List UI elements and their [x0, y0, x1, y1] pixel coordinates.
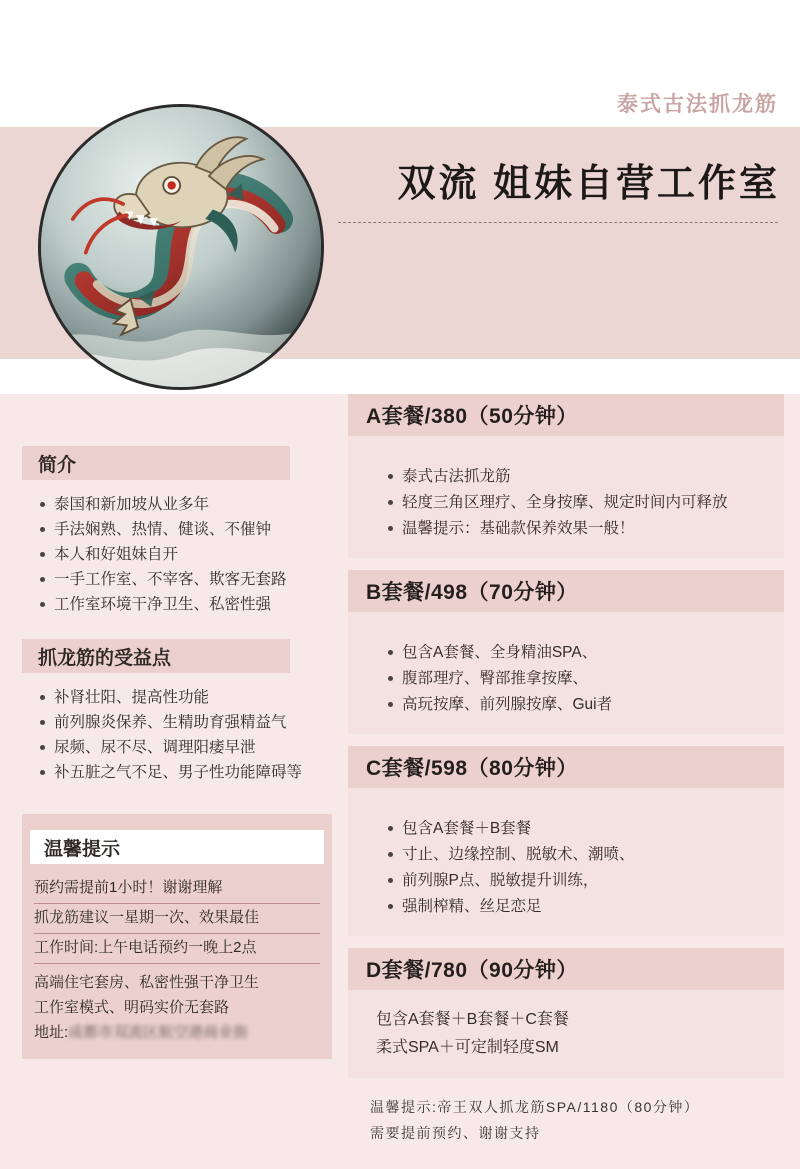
- list-item: 包含A套餐＋B套餐: [388, 816, 774, 842]
- package-title: B套餐/498（70分钟）: [348, 570, 784, 612]
- list-item: 高玩按摩、前列腺按摩、Gui者: [388, 692, 774, 718]
- tips-block-line: 工作室模式、明码实价无套路: [34, 999, 230, 1016]
- left-column: [22, 394, 332, 1041]
- package-line: 包含A套餐＋B套餐＋C套餐: [376, 1011, 569, 1028]
- address-row: [34, 1020, 248, 1045]
- list-item: 补五脏之气不足、男子性功能障碍等: [40, 760, 332, 785]
- list-item: 一手工作室、不宰客、欺客无套路: [40, 567, 332, 592]
- page-body: [0, 394, 800, 1169]
- package-title: C套餐/598（80分钟）: [348, 746, 784, 788]
- tips-line: 抓龙筋建议一星期一次、效果最佳: [34, 904, 320, 934]
- footnote-line-2: 需要提前预约、谢谢支持: [370, 1125, 541, 1141]
- list-item: 腹部理疗、臀部推拿按摩、: [388, 666, 774, 692]
- page-title: 双流 姐妹自营工作室: [397, 163, 780, 205]
- list-item: 寸止、边缘控制、脱敏术、潮喷、: [388, 842, 774, 868]
- package-title: D套餐/780（90分钟）: [348, 948, 784, 990]
- page-header: [0, 0, 800, 400]
- list-item: 包含A套餐、全身精油SPA、: [388, 640, 774, 666]
- package-body: [348, 990, 784, 1078]
- tips-lines: [34, 874, 320, 1045]
- list-item: 强制榨精、丝足恋足: [388, 894, 774, 920]
- right-column: [348, 394, 784, 1146]
- list-item: 本人和好姐妹自开: [40, 542, 332, 567]
- tips-block: [34, 970, 320, 1045]
- package-card-b: [348, 570, 784, 734]
- list-item: 工作室环境干净卫生、私密性强: [40, 592, 332, 617]
- address-blurred: 成都市双流区航空港商业街: [68, 1024, 249, 1041]
- title-divider: [338, 222, 778, 223]
- package-card-c: [348, 746, 784, 936]
- package-card-d: [348, 948, 784, 1078]
- list-item: 手法娴熟、热情、健谈、不催钟: [40, 517, 332, 542]
- package-card-a: [348, 394, 784, 558]
- brand-subtitle: 泰式古法抓龙筋: [617, 93, 778, 116]
- package-body: [348, 436, 784, 558]
- package-list: [370, 816, 774, 920]
- package-line: 柔式SPA＋可定制轻度SM: [376, 1039, 559, 1056]
- package-list: [370, 464, 774, 542]
- benefit-list: [22, 685, 332, 785]
- list-item: 轻度三角区理疗、全身按摩、规定时间内可释放: [388, 490, 774, 516]
- package-title: A套餐/380（50分钟）: [348, 394, 784, 436]
- footnote: [348, 1094, 784, 1146]
- tips-line: 预约需提前1小时！谢谢理解: [34, 874, 320, 904]
- benefit-heading: 抓龙筋的受益点: [22, 639, 290, 673]
- list-item: 尿频、尿不尽、调理阳痿早泄: [40, 735, 332, 760]
- address-label: 地址:: [34, 1024, 69, 1041]
- list-item: 泰国和新加坡从业多年: [40, 492, 332, 517]
- package-body: [348, 788, 784, 936]
- tips-line: 工作时间:上午电话预约一晚上2点: [34, 934, 320, 964]
- dragon-icon: [38, 104, 324, 390]
- footnote-line-1: 温馨提示:帝王双人抓龙筋SPA/1180（80分钟）: [370, 1099, 700, 1115]
- list-item: 前列腺炎保养、生精助育强精益气: [40, 710, 332, 735]
- package-body: [348, 612, 784, 734]
- list-item: 补肾壮阳、提高性功能: [40, 685, 332, 710]
- list-item: 泰式古法抓龙筋: [388, 464, 774, 490]
- intro-heading: 简介: [22, 446, 290, 480]
- tips-block-line: 高端住宅套房、私密性强干净卫生: [34, 974, 260, 991]
- intro-list: [22, 492, 332, 617]
- list-item: 温馨提示：基础款保养效果一般！: [388, 516, 774, 542]
- tips-card: [22, 814, 332, 1059]
- dragon-illustration-svg: [41, 107, 321, 387]
- tips-heading: 温馨提示: [30, 830, 324, 864]
- package-list: [370, 640, 774, 718]
- list-item: 前列腺P点、脱敏提升训练，: [388, 868, 774, 894]
